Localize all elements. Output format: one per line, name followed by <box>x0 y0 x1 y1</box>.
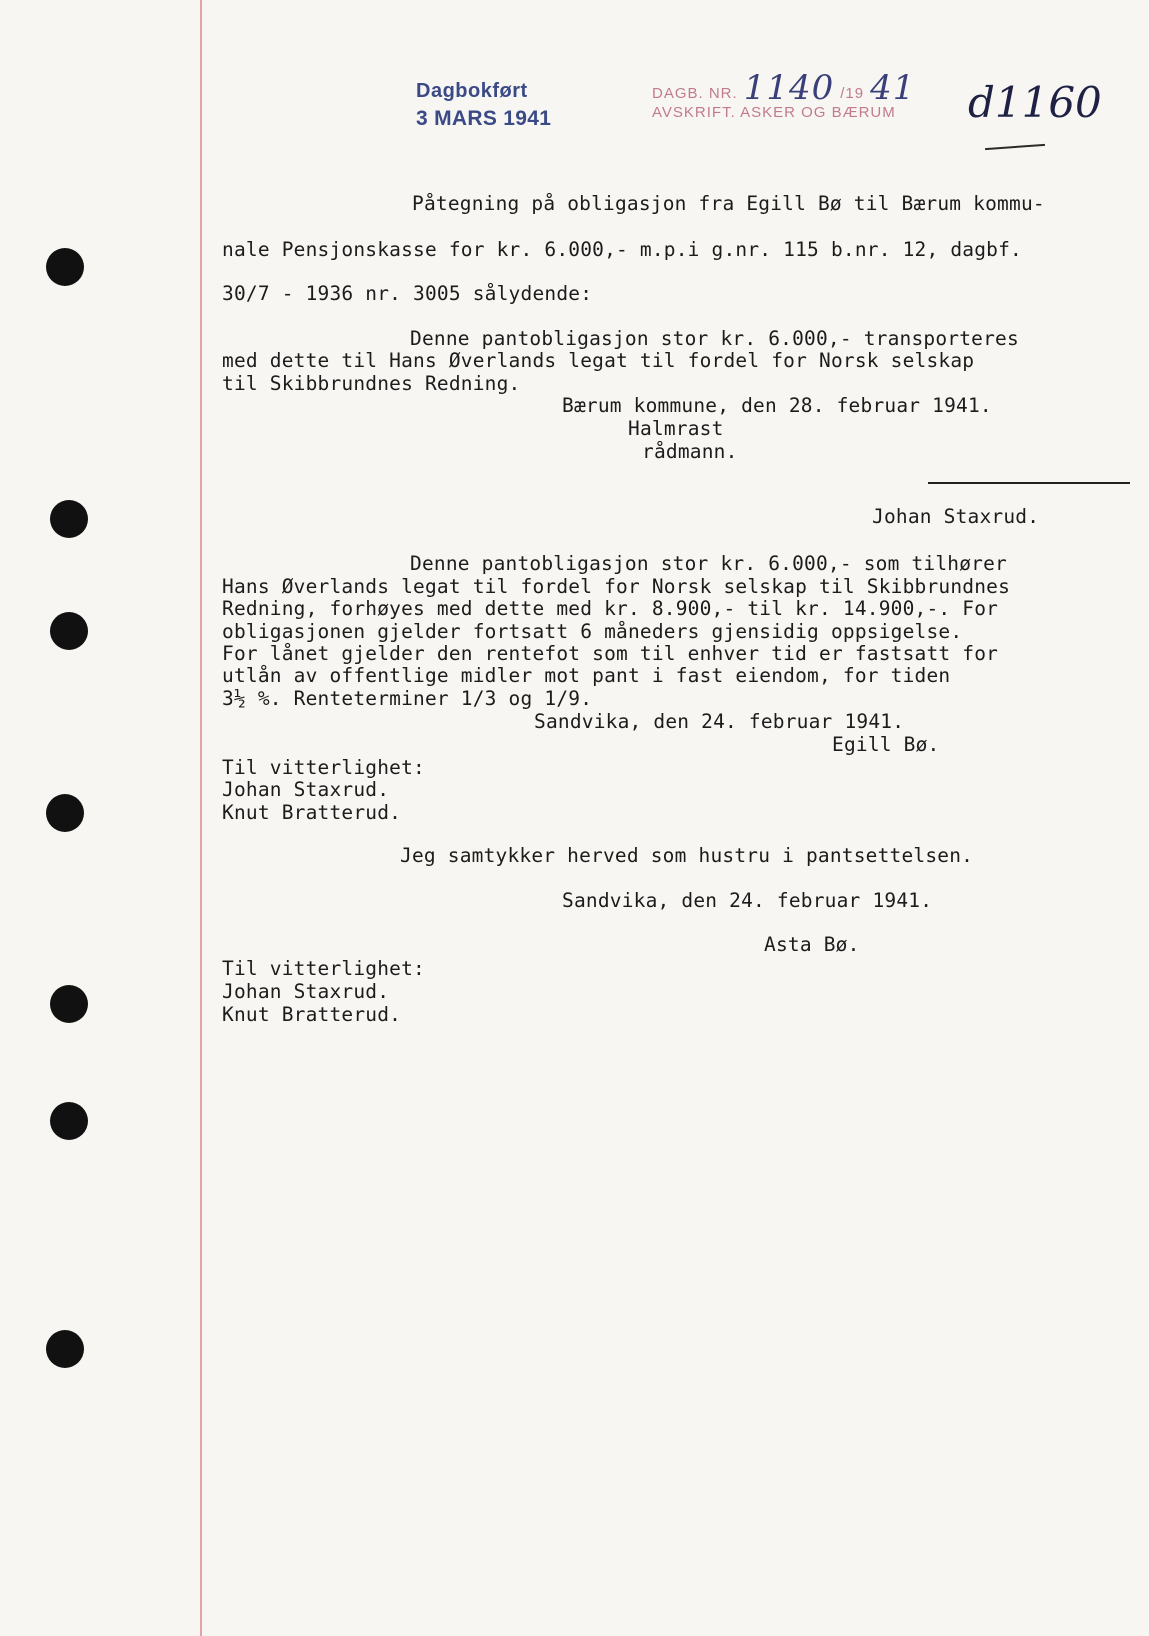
punch-hole <box>46 248 84 286</box>
signer-name: Egill Bø. <box>832 733 940 756</box>
journal-label: DAGB. NR. <box>652 85 738 102</box>
paragraph-line: til Skibbrundnes Redning. <box>222 372 521 395</box>
paragraph-line: 3½ %. Renteterminer 1/3 og 1/9. <box>222 687 593 710</box>
margin-line <box>200 0 202 1636</box>
registered-stamp-date: 3 MARS 1941 <box>416 107 552 130</box>
journal-stamp <box>652 68 916 121</box>
signer-name: Asta Bø. <box>764 933 860 956</box>
registered-stamp <box>416 80 551 131</box>
punch-hole <box>50 985 88 1023</box>
signer-title: rådmann. <box>642 440 738 463</box>
journal-year: 41 <box>870 68 916 108</box>
punch-hole <box>50 1102 88 1140</box>
witness-name: Johan Staxrud. <box>222 778 390 801</box>
paragraph-line: utlån av offentlige midler mot pant i fast eiendom, for tiden <box>222 664 951 687</box>
punch-hole <box>50 612 88 650</box>
place-date: Sandvika, den 24. februar 1941. <box>562 889 933 912</box>
witness-name: Knut Bratterud. <box>222 1003 402 1026</box>
heading-line: Påtegning på obligasjon fra Egill Bø til Bærum kommu- <box>412 192 1045 215</box>
paragraph-line: Denne pantobligasjon stor kr. 6.000,- transporteres <box>410 327 1019 350</box>
punch-hole <box>50 500 88 538</box>
place-date: Sandvika, den 24. februar 1941. <box>534 710 905 733</box>
witness-label: Til vitterlighet: <box>222 957 425 980</box>
journal-number: 1140 <box>743 68 835 108</box>
paragraph-line: Redning, forhøyes med dette med kr. 8.900,- til kr. 14.900,-. For <box>222 597 999 620</box>
paragraph-line: For lånet gjelder den rentefot som til enhver tid er fastsatt for <box>222 642 999 665</box>
place-date: Bærum kommune, den 28. februar 1941. <box>562 394 992 417</box>
paragraph-line: Denne pantobligasjon stor kr. 6.000,- som tilhører <box>410 552 1007 575</box>
heading-line: 30/7 - 1936 nr. 3005 sålydende: <box>222 282 593 305</box>
paragraph-line: obligasjonen gjelder fortsatt 6 måneders gjensidig oppsigelse. <box>222 620 963 643</box>
witness-name: Knut Bratterud. <box>222 801 402 824</box>
signer-name: Halmrast <box>628 417 724 440</box>
witness-name: Johan Staxrud. <box>222 980 390 1003</box>
registered-stamp-title: Dagbokført <box>416 80 528 102</box>
journal-year-prefix: /19 <box>840 85 865 102</box>
paragraph-line: Hans Øverlands legat til fordel for Norsk selskap til Skibbrundnes <box>222 575 1011 598</box>
folio-number: d1160 <box>968 78 1102 127</box>
journal-copy-line: AVSKRIFT. ASKER OG BÆRUM <box>652 104 896 121</box>
punch-hole <box>46 794 84 832</box>
consent-line: Jeg samtykker herved som hustru i pantsettelsen. <box>400 844 974 867</box>
witness-name: Johan Staxrud. <box>872 505 1040 528</box>
folio-underline <box>985 144 1045 150</box>
heading-line: nale Pensjonskasse for kr. 6.000,- m.p.i g.nr. 115 b.nr. 12, dagbf. <box>222 238 1022 261</box>
witness-label: Til vitterlighet: <box>222 756 425 779</box>
punch-hole <box>46 1330 84 1368</box>
signature-rule <box>928 482 1130 484</box>
paragraph-line: med dette til Hans Øverlands legat til fordel for Norsk selskap <box>222 349 975 372</box>
